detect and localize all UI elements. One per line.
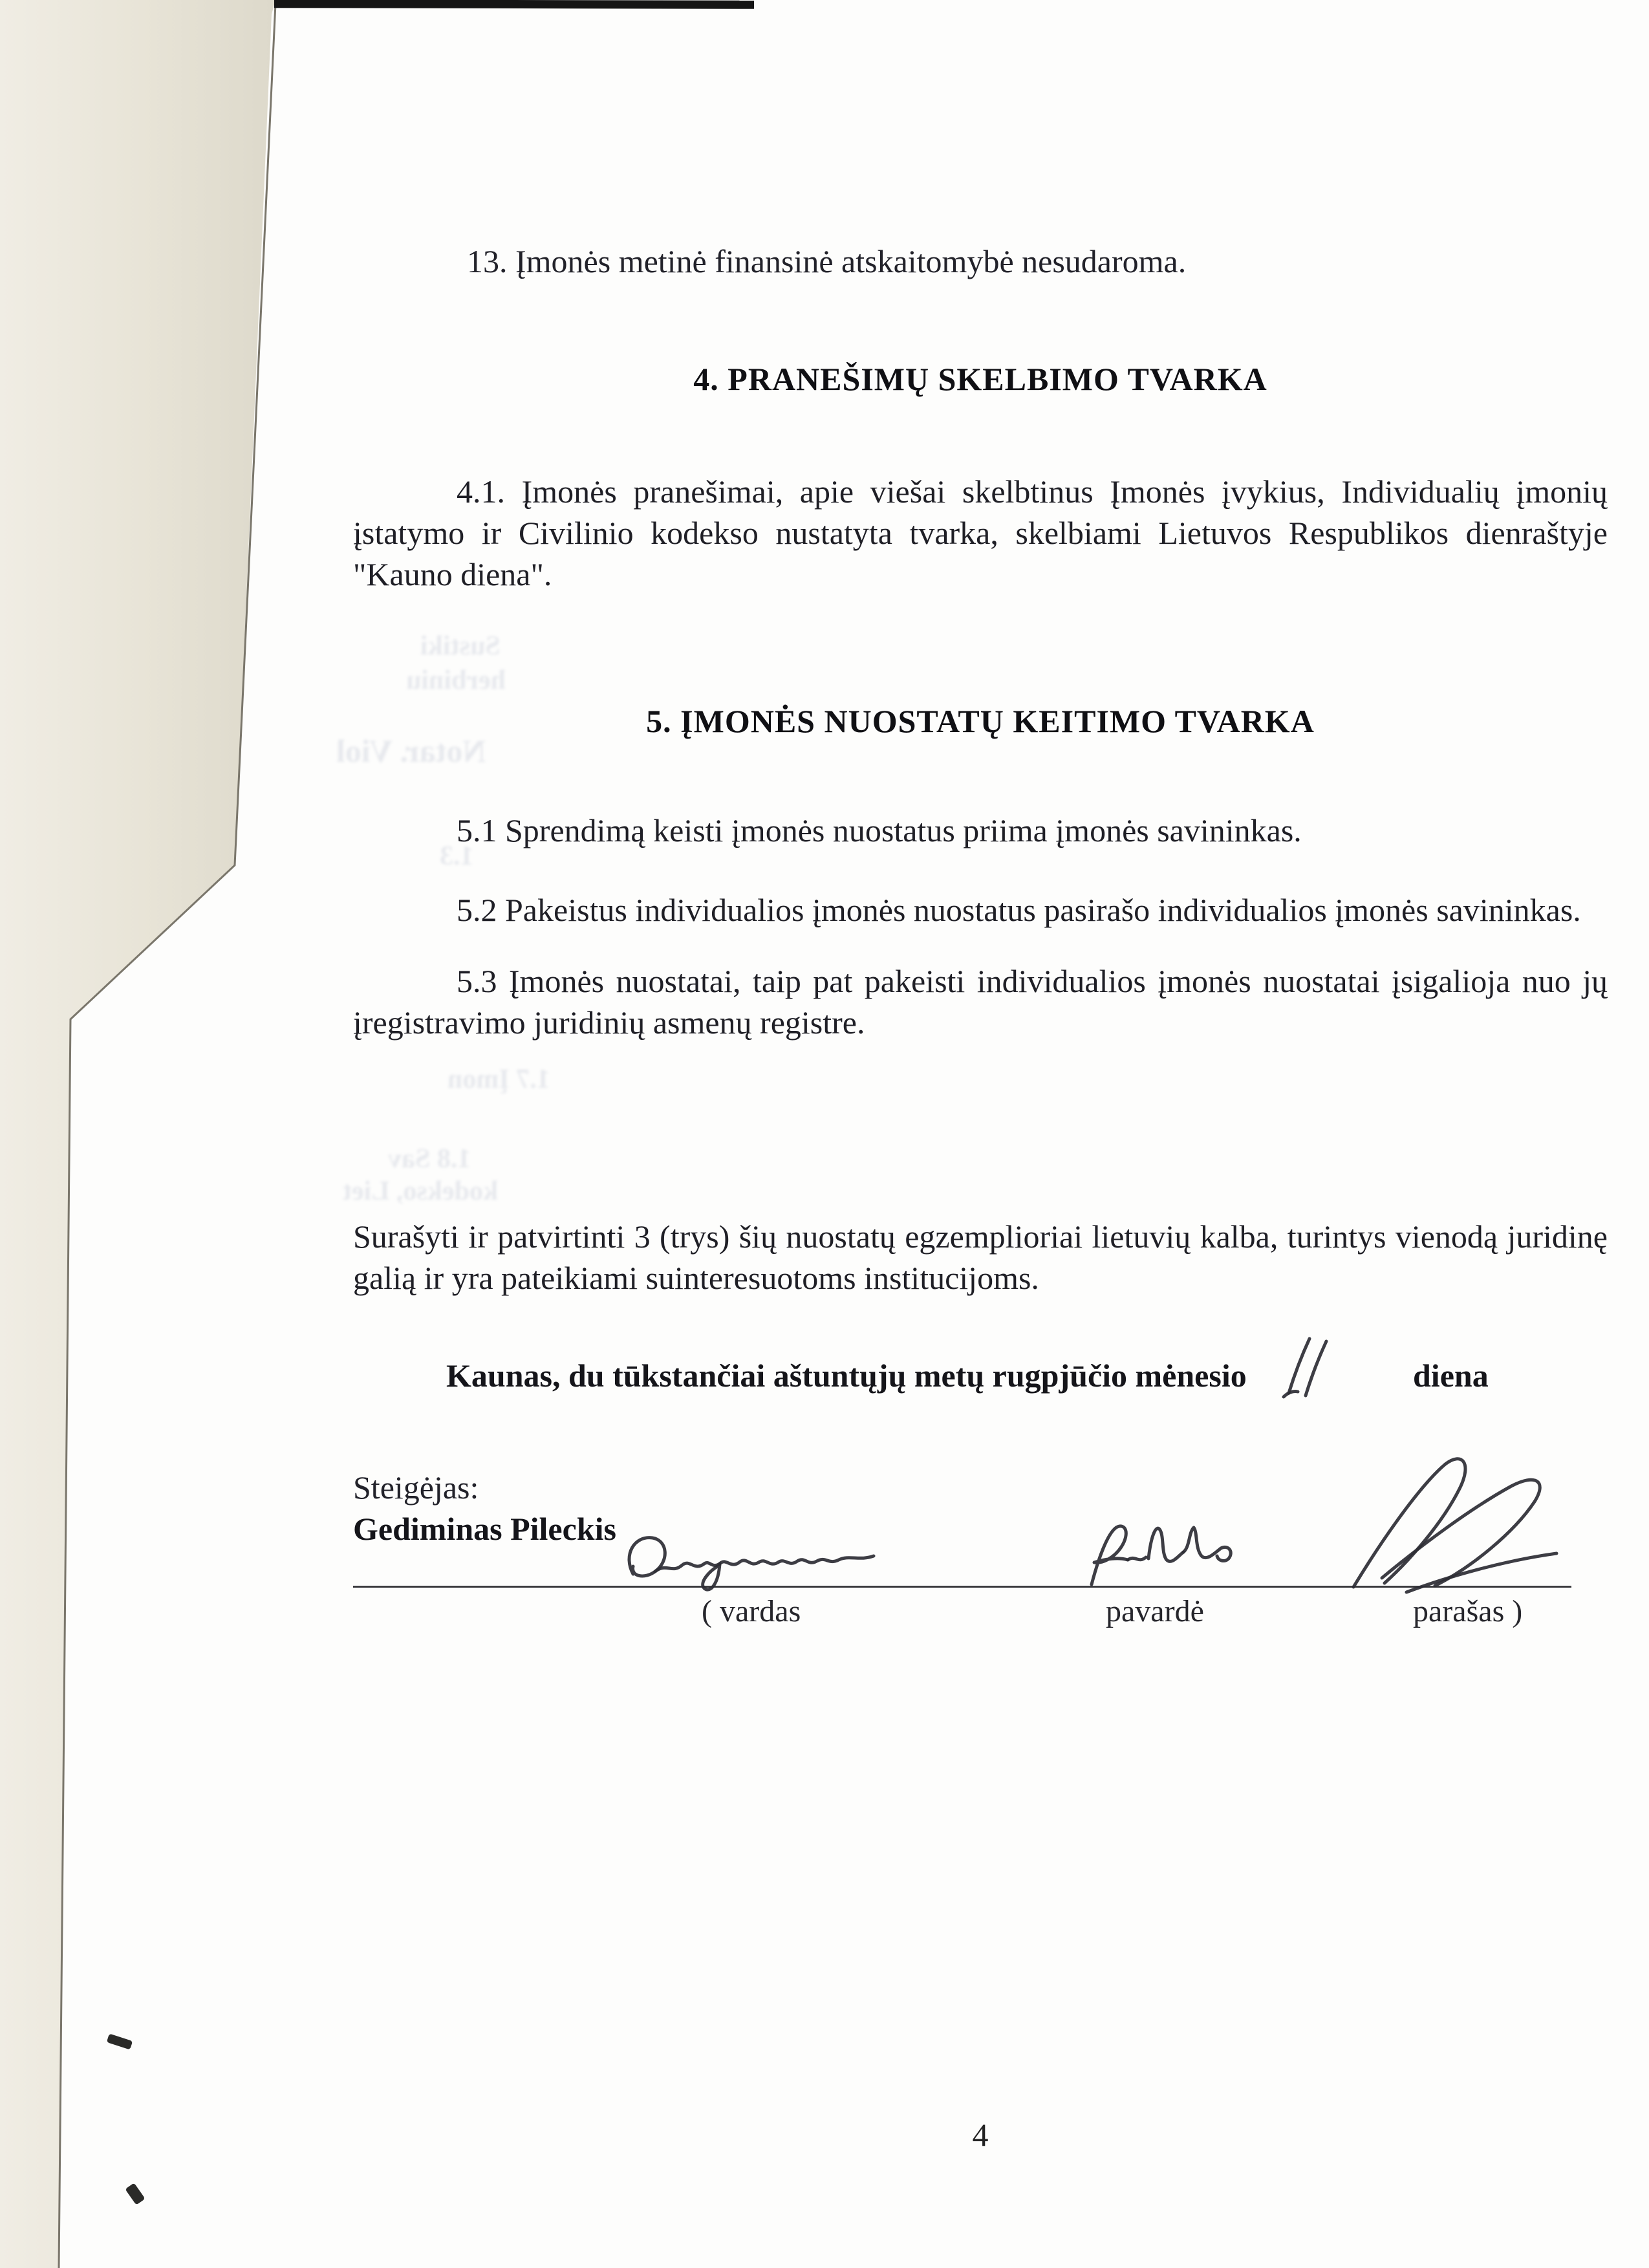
section-5-heading: 5. ĮMONĖS NUOSTATŲ KEITIMO TVARKA bbox=[646, 703, 1315, 739]
founder-label: Steigėjas: bbox=[353, 1469, 479, 1506]
section-4-heading: 4. PRANEŠIMŲ SKELBIMO TVARKA bbox=[693, 361, 1267, 397]
bleedthrough-text: 1.7 Įmon bbox=[447, 1064, 550, 1094]
closing-paragraph: Surašyti ir patvirtinti 3 (trys) šių nuostatų egzemplioriai lietuvių kalba, turintys vienodą juridinę galią ir yra pateikiami suinteresuotoms institucijoms. bbox=[353, 1218, 1608, 1296]
clause-13: 13. Įmonės metinė finansinė atskaitomybė nesudaroma. bbox=[467, 243, 1187, 279]
paragraph-5-2: 5.2 Pakeistus individualios įmonės nuostatus pasirašo individualios įmonės savininkas. bbox=[457, 892, 1581, 928]
signature-name bbox=[621, 1524, 875, 1595]
handwritten-day bbox=[1280, 1334, 1331, 1398]
signature-surname bbox=[1079, 1517, 1240, 1590]
bleedthrough-text: 1.8 Sav bbox=[388, 1144, 471, 1174]
bleedthrough-text: herbiniu bbox=[406, 665, 506, 695]
paragraph-5-3: 5.3 Įmonės nuostatai, taip pat pakeisti individualios įmonės nuostatai įsigalioja nuo jų įregistravimo juridinių asmenų registre. bbox=[353, 963, 1608, 1041]
paragraph-5-1: 5.1 Sprendimą keisti įmonės nuostatus priima įmonės savininkas. bbox=[457, 812, 1302, 848]
caption-vardas: ( vardas bbox=[702, 1594, 801, 1628]
bleedthrough-text: Notar. Viol bbox=[336, 733, 486, 769]
bleedthrough-text: kodekso, Liet bbox=[343, 1176, 499, 1206]
caption-pavarde: pavardė bbox=[1106, 1594, 1204, 1628]
date-line-suffix: diena bbox=[1413, 1357, 1489, 1394]
date-line-text: Kaunas, du tūkstančiai aštuntųjų metų rugpjūčio mėnesio bbox=[446, 1357, 1247, 1394]
paragraph-4-1: 4.1. Įmonės pranešimai, apie viešai skelbtinus Įmonės įvykius, Individualių įmonių įstatymo ir Civilinio kodekso nustatyta tvarka, skelbiami Lietuvos Respublikos dienraštyje "Kauno diena". bbox=[353, 473, 1608, 592]
bleedthrough-text: Sustiki bbox=[420, 631, 501, 661]
caption-parasas: parašas ) bbox=[1413, 1594, 1523, 1628]
bleedthrough-text: 1.3 bbox=[440, 841, 474, 871]
signature-scribble bbox=[1344, 1454, 1558, 1603]
founder-name: Gediminas Pileckis bbox=[353, 1511, 616, 1547]
scan-top-edge-artifact bbox=[274, 0, 754, 9]
page-number: 4 bbox=[972, 2117, 989, 2153]
